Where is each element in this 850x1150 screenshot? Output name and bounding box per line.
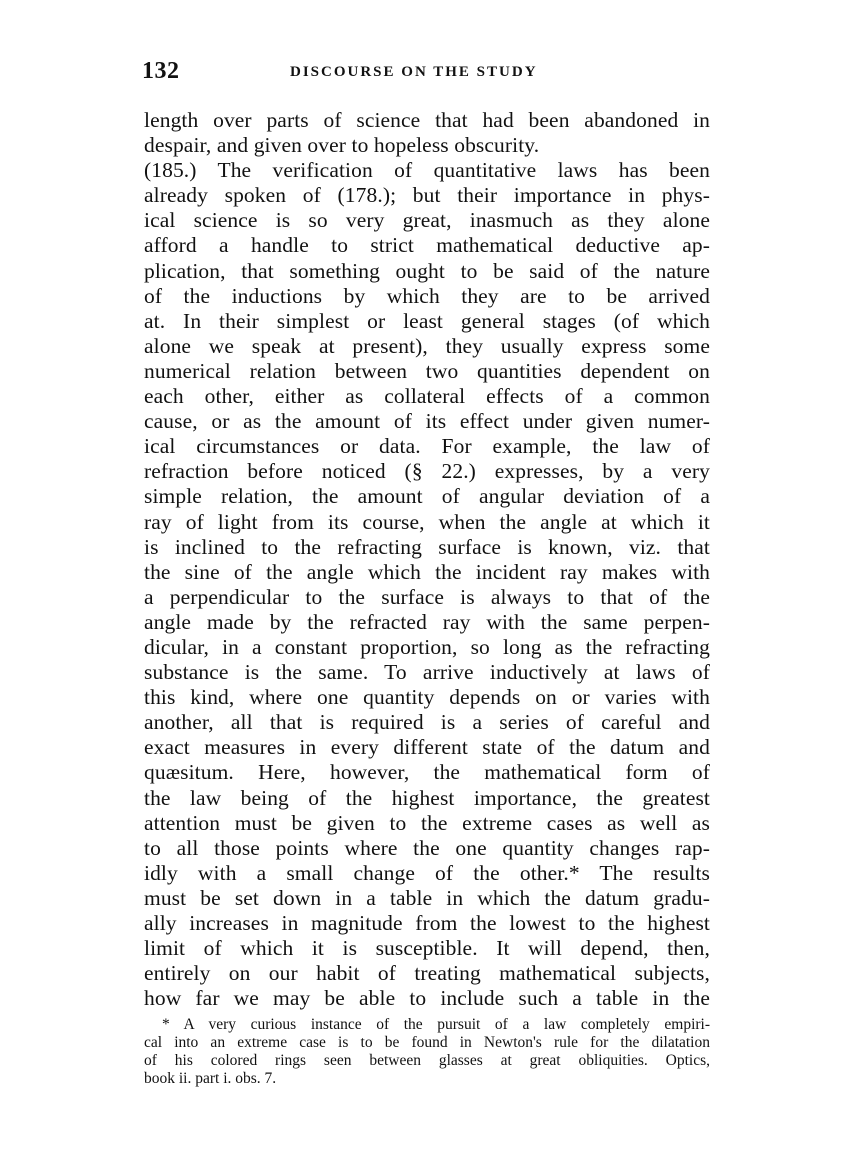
running-head: DISCOURSE ON THE STUDY	[290, 64, 538, 80]
footnote	[144, 1016, 710, 1088]
text-line: ical science is so very great, inasmuch as they alone	[144, 208, 710, 233]
text-line: how far we may be able to include such a table in the	[144, 986, 710, 1011]
text-line: the sine of the angle which the incident ray makes with	[144, 559, 710, 584]
text-line: numerical relation between two quantities dependent on	[144, 358, 710, 383]
text-line: must be set down in a table in which the datum gradu-	[144, 885, 710, 910]
text-line: length over parts of science that had been abandoned in	[144, 108, 710, 132]
text-line: ally increases in magnitude from the lowest to the highest	[144, 911, 710, 935]
text-line: simple relation, the amount of angular deviation of a	[144, 484, 710, 509]
text-line: (185.) The verification of quantitative laws has been	[144, 158, 710, 183]
text-line: refraction before noticed (§ 22.) expresses, by a very	[144, 459, 710, 484]
text-line: alone we speak at present), they usually express some	[144, 333, 710, 358]
text-line: each other, either as collateral effects of a common	[144, 384, 710, 409]
text-line: this kind, where one quantity depends on or varies with	[144, 685, 710, 710]
text-line: is inclined to the refracting surface is known, viz. that	[144, 534, 710, 559]
text-line: exact measures in every different state of the datum and	[144, 735, 710, 760]
text-line: angle made by the refracted ray with the same perpen-	[144, 609, 710, 634]
text-line: quæsitum. Here, however, the mathematical form of	[144, 760, 710, 785]
text-line: afford a handle to strict mathematical deductive ap-	[144, 233, 710, 258]
page-header	[142, 58, 710, 92]
text-line: ray of light from its course, when the angle at which it	[144, 509, 710, 534]
text-line: despair, and given over to hopeless obscurity.	[144, 133, 540, 158]
text-line: already spoken of (178.); but their importance in phys-	[144, 183, 710, 208]
text-line: the law being of the highest importance, the greatest	[144, 785, 710, 810]
footnote-line: * A very curious instance of the pursuit of a law completely empiri-	[162, 1016, 710, 1033]
text-line: attention must be given to the extreme cases as well as	[144, 810, 710, 835]
text-line: dicular, in a constant proportion, so long as the refracting	[144, 634, 710, 659]
text-line: at. In their simplest or least general stages (of which	[144, 308, 710, 333]
page-number: 132	[142, 58, 180, 84]
text-line: ical circumstances or data. For example, the law of	[144, 434, 710, 459]
text-line: to all those points where the one quantity changes rap-	[144, 835, 710, 860]
text-line: of the inductions by which they are to be arrived	[144, 283, 710, 308]
text-line: substance is the same. To arrive inductively at laws of	[144, 660, 710, 685]
text-line: limit of which it is susceptible. It will depend, then,	[144, 936, 710, 961]
text-line: plication, that something ought to be said of the nature	[144, 258, 710, 283]
text-line: entirely on our habit of treating mathematical subjects,	[144, 961, 710, 986]
text-line: another, all that is required is a series of careful and	[144, 710, 710, 735]
text-line: idly with a small change of the other.* The results	[144, 860, 710, 885]
body-text	[144, 108, 710, 1011]
footnote-line: cal into an extreme case is to be found in Newton's rule for the dilatation	[144, 1034, 710, 1051]
text-line: cause, or as the amount of its effect under given numer-	[144, 409, 710, 434]
text-line: a perpendicular to the surface is always to that of the	[144, 584, 710, 609]
footnote-line: of his colored rings seen between glasses at great obliquities. Optics,	[144, 1052, 710, 1069]
footnote-line: book ii. part i. obs. 7.	[144, 1070, 277, 1087]
